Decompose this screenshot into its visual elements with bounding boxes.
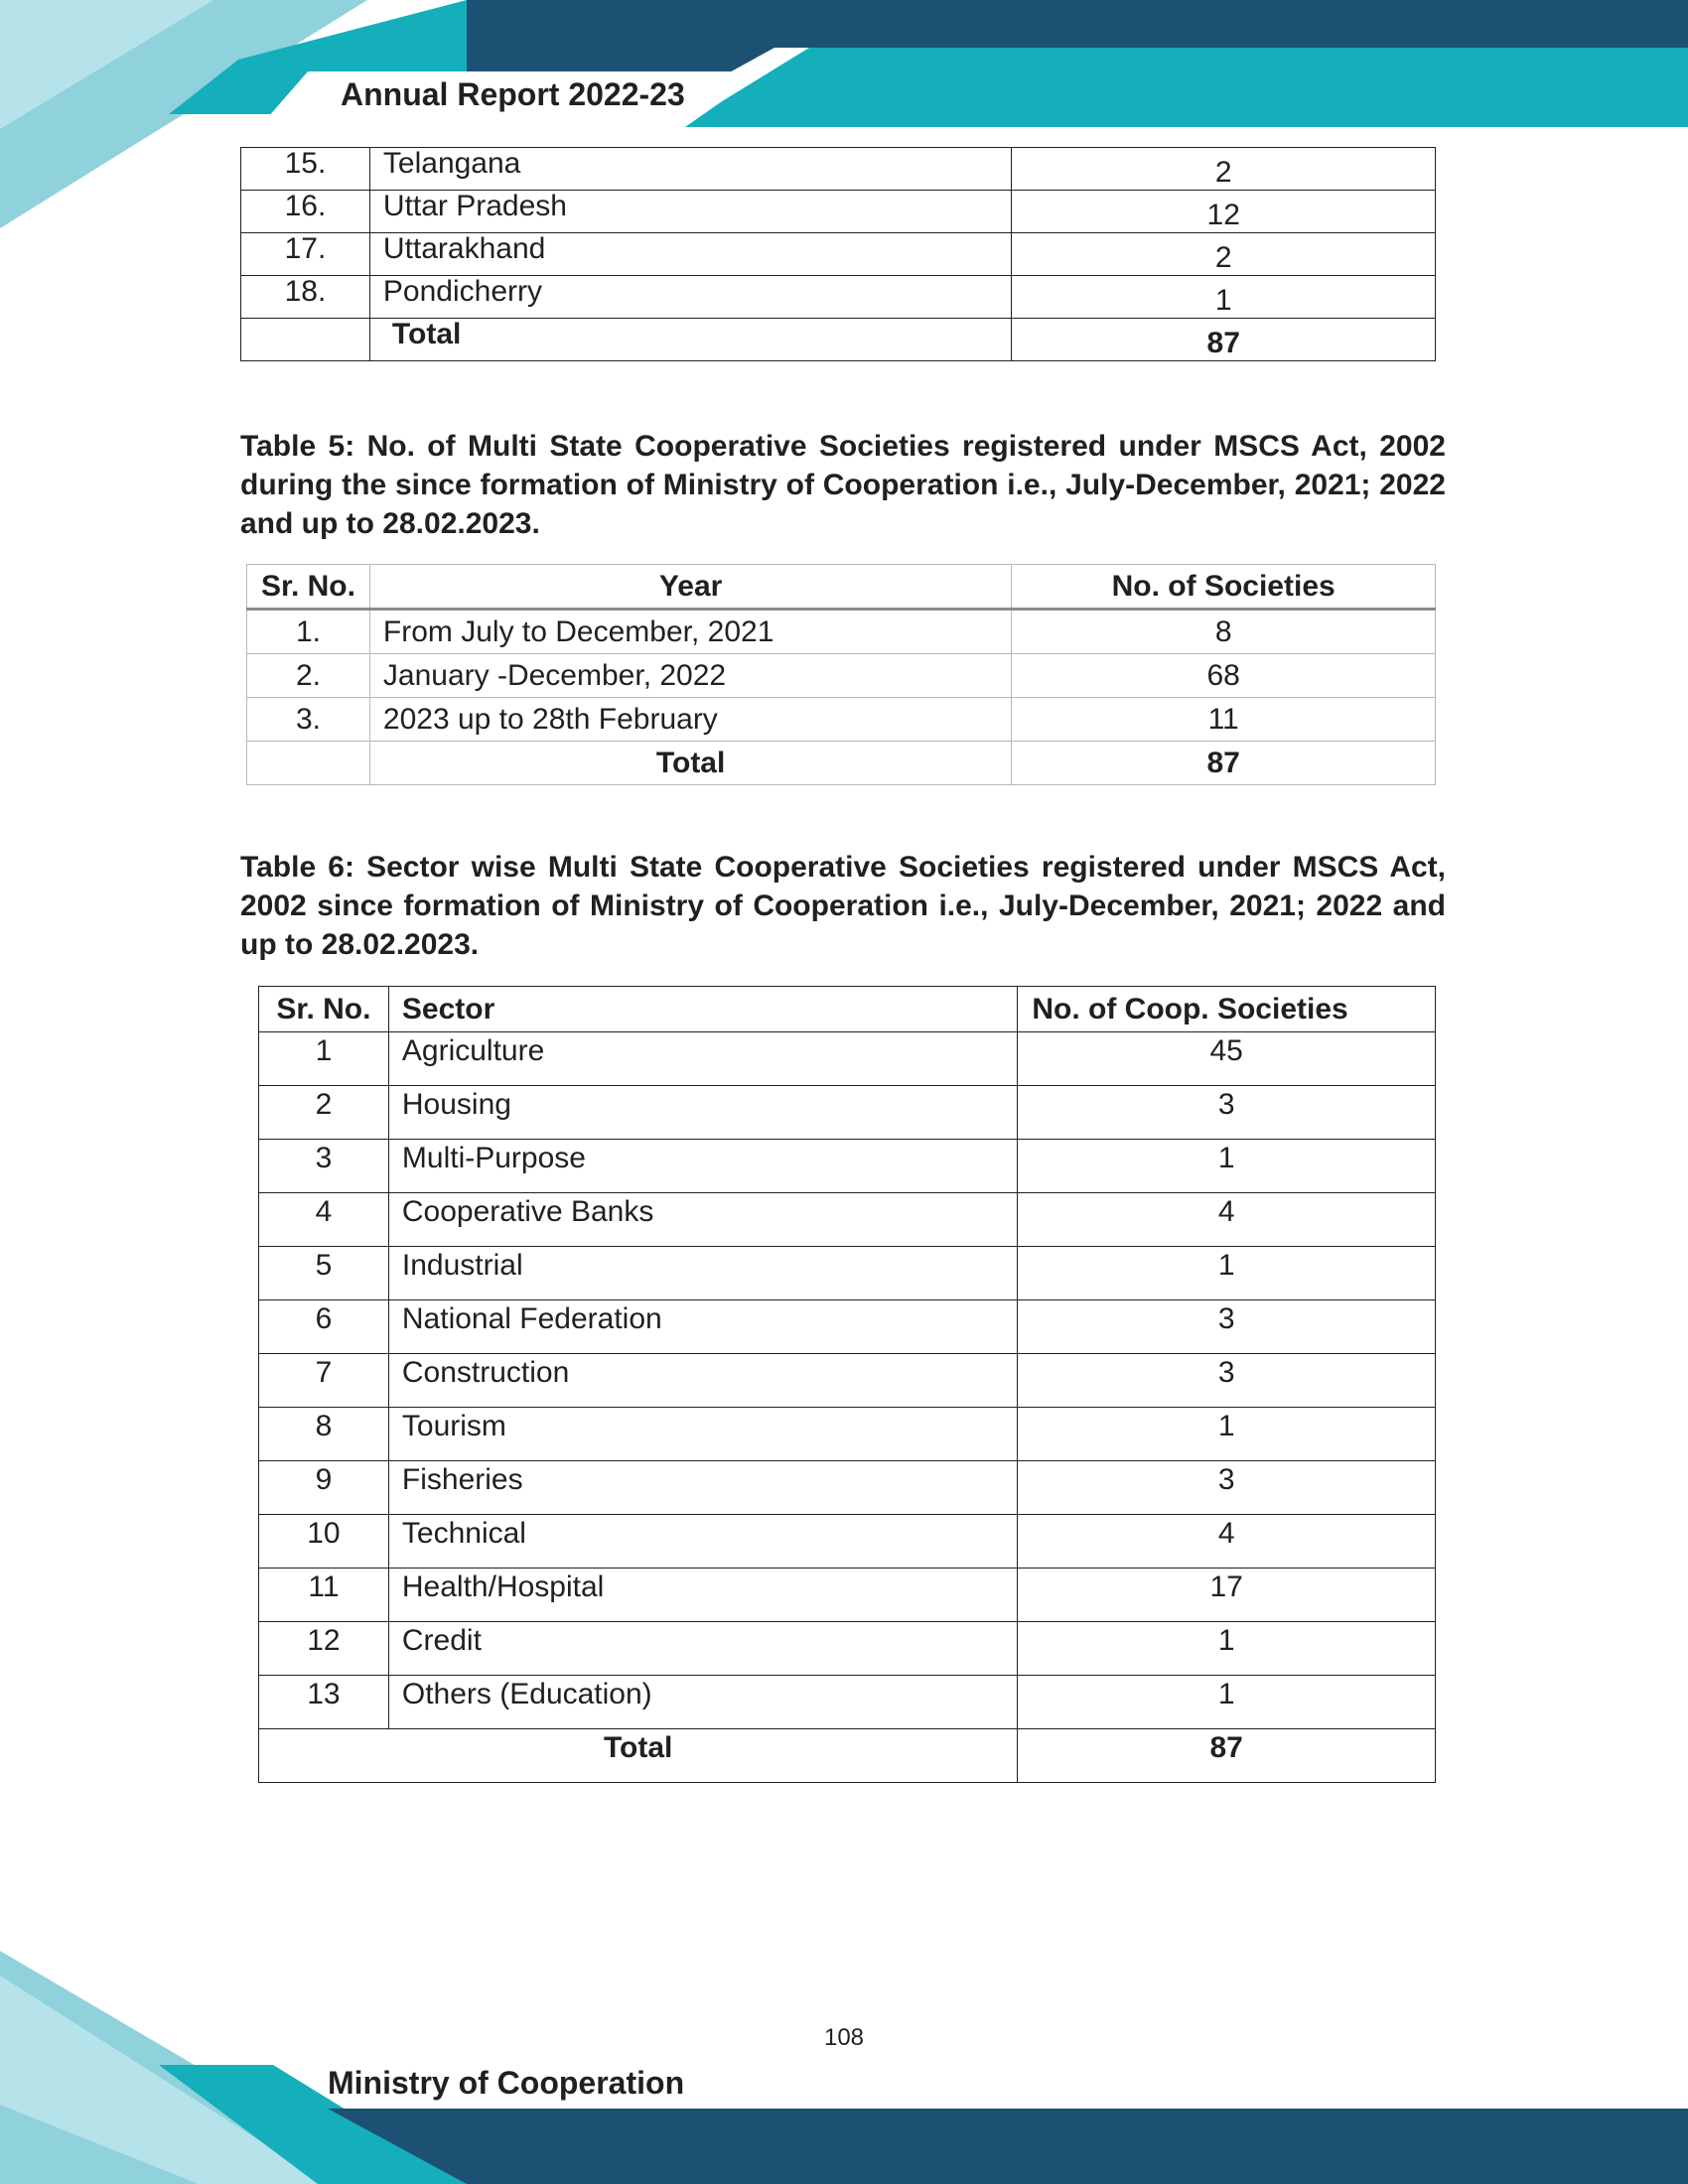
society-count: 11 [1012, 698, 1436, 742]
row-number: 13 [259, 1676, 389, 1729]
society-count: 1 [1018, 1247, 1436, 1300]
table-row [259, 1086, 1436, 1140]
empty-cell [247, 742, 370, 785]
table-row [259, 1569, 1436, 1622]
column-header: Sector [388, 987, 1017, 1032]
row-number: 6 [259, 1300, 389, 1354]
row-number: 4 [259, 1193, 389, 1247]
sector-name: Technical [388, 1515, 1017, 1569]
report-title: Annual Report 2022-23 [341, 76, 685, 112]
society-count: 4 [1018, 1193, 1436, 1247]
society-count: 3 [1018, 1086, 1436, 1140]
row-number: 17. [241, 233, 370, 276]
table-row [259, 1032, 1436, 1086]
column-header: No. of Societies [1012, 565, 1436, 610]
row-number: 15. [241, 148, 370, 191]
state-name: Pondicherry [369, 276, 1012, 319]
society-count: 3 [1018, 1461, 1436, 1515]
society-count: 4 [1018, 1515, 1436, 1569]
table-row [247, 610, 1436, 654]
society-count: 2 [1012, 148, 1436, 191]
society-count: 12 [1012, 191, 1436, 233]
table-row [247, 654, 1436, 698]
society-count: 1 [1018, 1676, 1436, 1729]
society-count: 8 [1012, 610, 1436, 654]
table-header-row [247, 565, 1436, 610]
table5-caption: Table 5: No. of Multi State Cooperative Societies registered under MSCS Act, 2002 during the since formation of Ministry of Cooperation i.e., July-December, 2021; 2022 and up to 28.02.2023. [240, 430, 1446, 540]
society-count: 17 [1018, 1569, 1436, 1622]
total-row [247, 742, 1436, 785]
table-row [259, 1300, 1436, 1354]
total-value: 87 [1012, 319, 1436, 361]
table-row [259, 1461, 1436, 1515]
year-label: January -December, 2022 [369, 654, 1011, 698]
sector-name: Industrial [388, 1247, 1017, 1300]
row-number: 10 [259, 1515, 389, 1569]
states-table-continued [240, 147, 1436, 361]
year-label: 2023 up to 28th February [369, 698, 1011, 742]
row-number: 7 [259, 1354, 389, 1408]
row-number: 3. [247, 698, 370, 742]
row-number: 2. [247, 654, 370, 698]
sector-name: Housing [388, 1086, 1017, 1140]
table-row [259, 1140, 1436, 1193]
state-name: Telangana [369, 148, 1012, 191]
society-count: 1 [1012, 276, 1436, 319]
row-number: 18. [241, 276, 370, 319]
row-number: 9 [259, 1461, 389, 1515]
table-row [247, 698, 1436, 742]
table-row [259, 1408, 1436, 1461]
ministry-name: Ministry of Cooperation [328, 2065, 685, 2101]
row-number: 1. [247, 610, 370, 654]
total-label: Total [259, 1729, 1018, 1783]
sector-name: Fisheries [388, 1461, 1017, 1515]
society-count: 1 [1018, 1622, 1436, 1676]
page-number: 108 [823, 2024, 865, 2051]
sector-name: Agriculture [388, 1032, 1017, 1086]
column-header: Sr. No. [259, 987, 389, 1032]
table-row [259, 1515, 1436, 1569]
table-row [241, 148, 1436, 191]
table-row [259, 1247, 1436, 1300]
table6-caption: Table 6: Sector wise Multi State Cooperative Societies registered under MSCS Act, 2002 since formation of Ministry of Cooperation i.e., July-December, 2021; 2022 and up to 28.02.2023. [240, 851, 1446, 961]
total-row [259, 1729, 1436, 1783]
table-row [259, 1622, 1436, 1676]
row-number: 11 [259, 1569, 389, 1622]
table-row [241, 191, 1436, 233]
column-header: No. of Coop. Societies [1018, 987, 1436, 1032]
table-header-row [259, 987, 1436, 1032]
total-row [241, 319, 1436, 361]
table5 [246, 564, 1436, 785]
state-name: Uttar Pradesh [369, 191, 1012, 233]
sector-name: Construction [388, 1354, 1017, 1408]
society-count: 1 [1018, 1140, 1436, 1193]
empty-cell [241, 319, 370, 361]
column-header: Sr. No. [247, 565, 370, 610]
header-band-teal [680, 48, 1688, 127]
sector-name: Credit [388, 1622, 1017, 1676]
table-row [241, 276, 1436, 319]
society-count: 1 [1018, 1408, 1436, 1461]
society-count: 68 [1012, 654, 1436, 698]
table-row [241, 233, 1436, 276]
society-count: 45 [1018, 1032, 1436, 1086]
total-label: Total [369, 742, 1011, 785]
table6-body [259, 1032, 1436, 1729]
total-value: 87 [1012, 742, 1436, 785]
table-row [259, 1193, 1436, 1247]
year-label: From July to December, 2021 [369, 610, 1011, 654]
table-row [259, 1676, 1436, 1729]
state-name: Uttarakhand [369, 233, 1012, 276]
sector-name: Cooperative Banks [388, 1193, 1017, 1247]
column-header: Year [369, 565, 1011, 610]
sector-name: National Federation [388, 1300, 1017, 1354]
sector-name: Multi-Purpose [388, 1140, 1017, 1193]
row-number: 1 [259, 1032, 389, 1086]
society-count: 2 [1012, 233, 1436, 276]
total-label: Total [369, 319, 1012, 361]
row-number: 2 [259, 1086, 389, 1140]
row-number: 8 [259, 1408, 389, 1461]
row-number: 12 [259, 1622, 389, 1676]
row-number: 16. [241, 191, 370, 233]
row-number: 5 [259, 1247, 389, 1300]
society-count: 3 [1018, 1354, 1436, 1408]
table-row [259, 1354, 1436, 1408]
sector-name: Others (Education) [388, 1676, 1017, 1729]
footer-band-dark [328, 2109, 1688, 2184]
sector-name: Health/Hospital [388, 1569, 1017, 1622]
row-number: 3 [259, 1140, 389, 1193]
sector-name: Tourism [388, 1408, 1017, 1461]
table6 [258, 986, 1436, 1783]
total-value: 87 [1018, 1729, 1436, 1783]
society-count: 3 [1018, 1300, 1436, 1354]
